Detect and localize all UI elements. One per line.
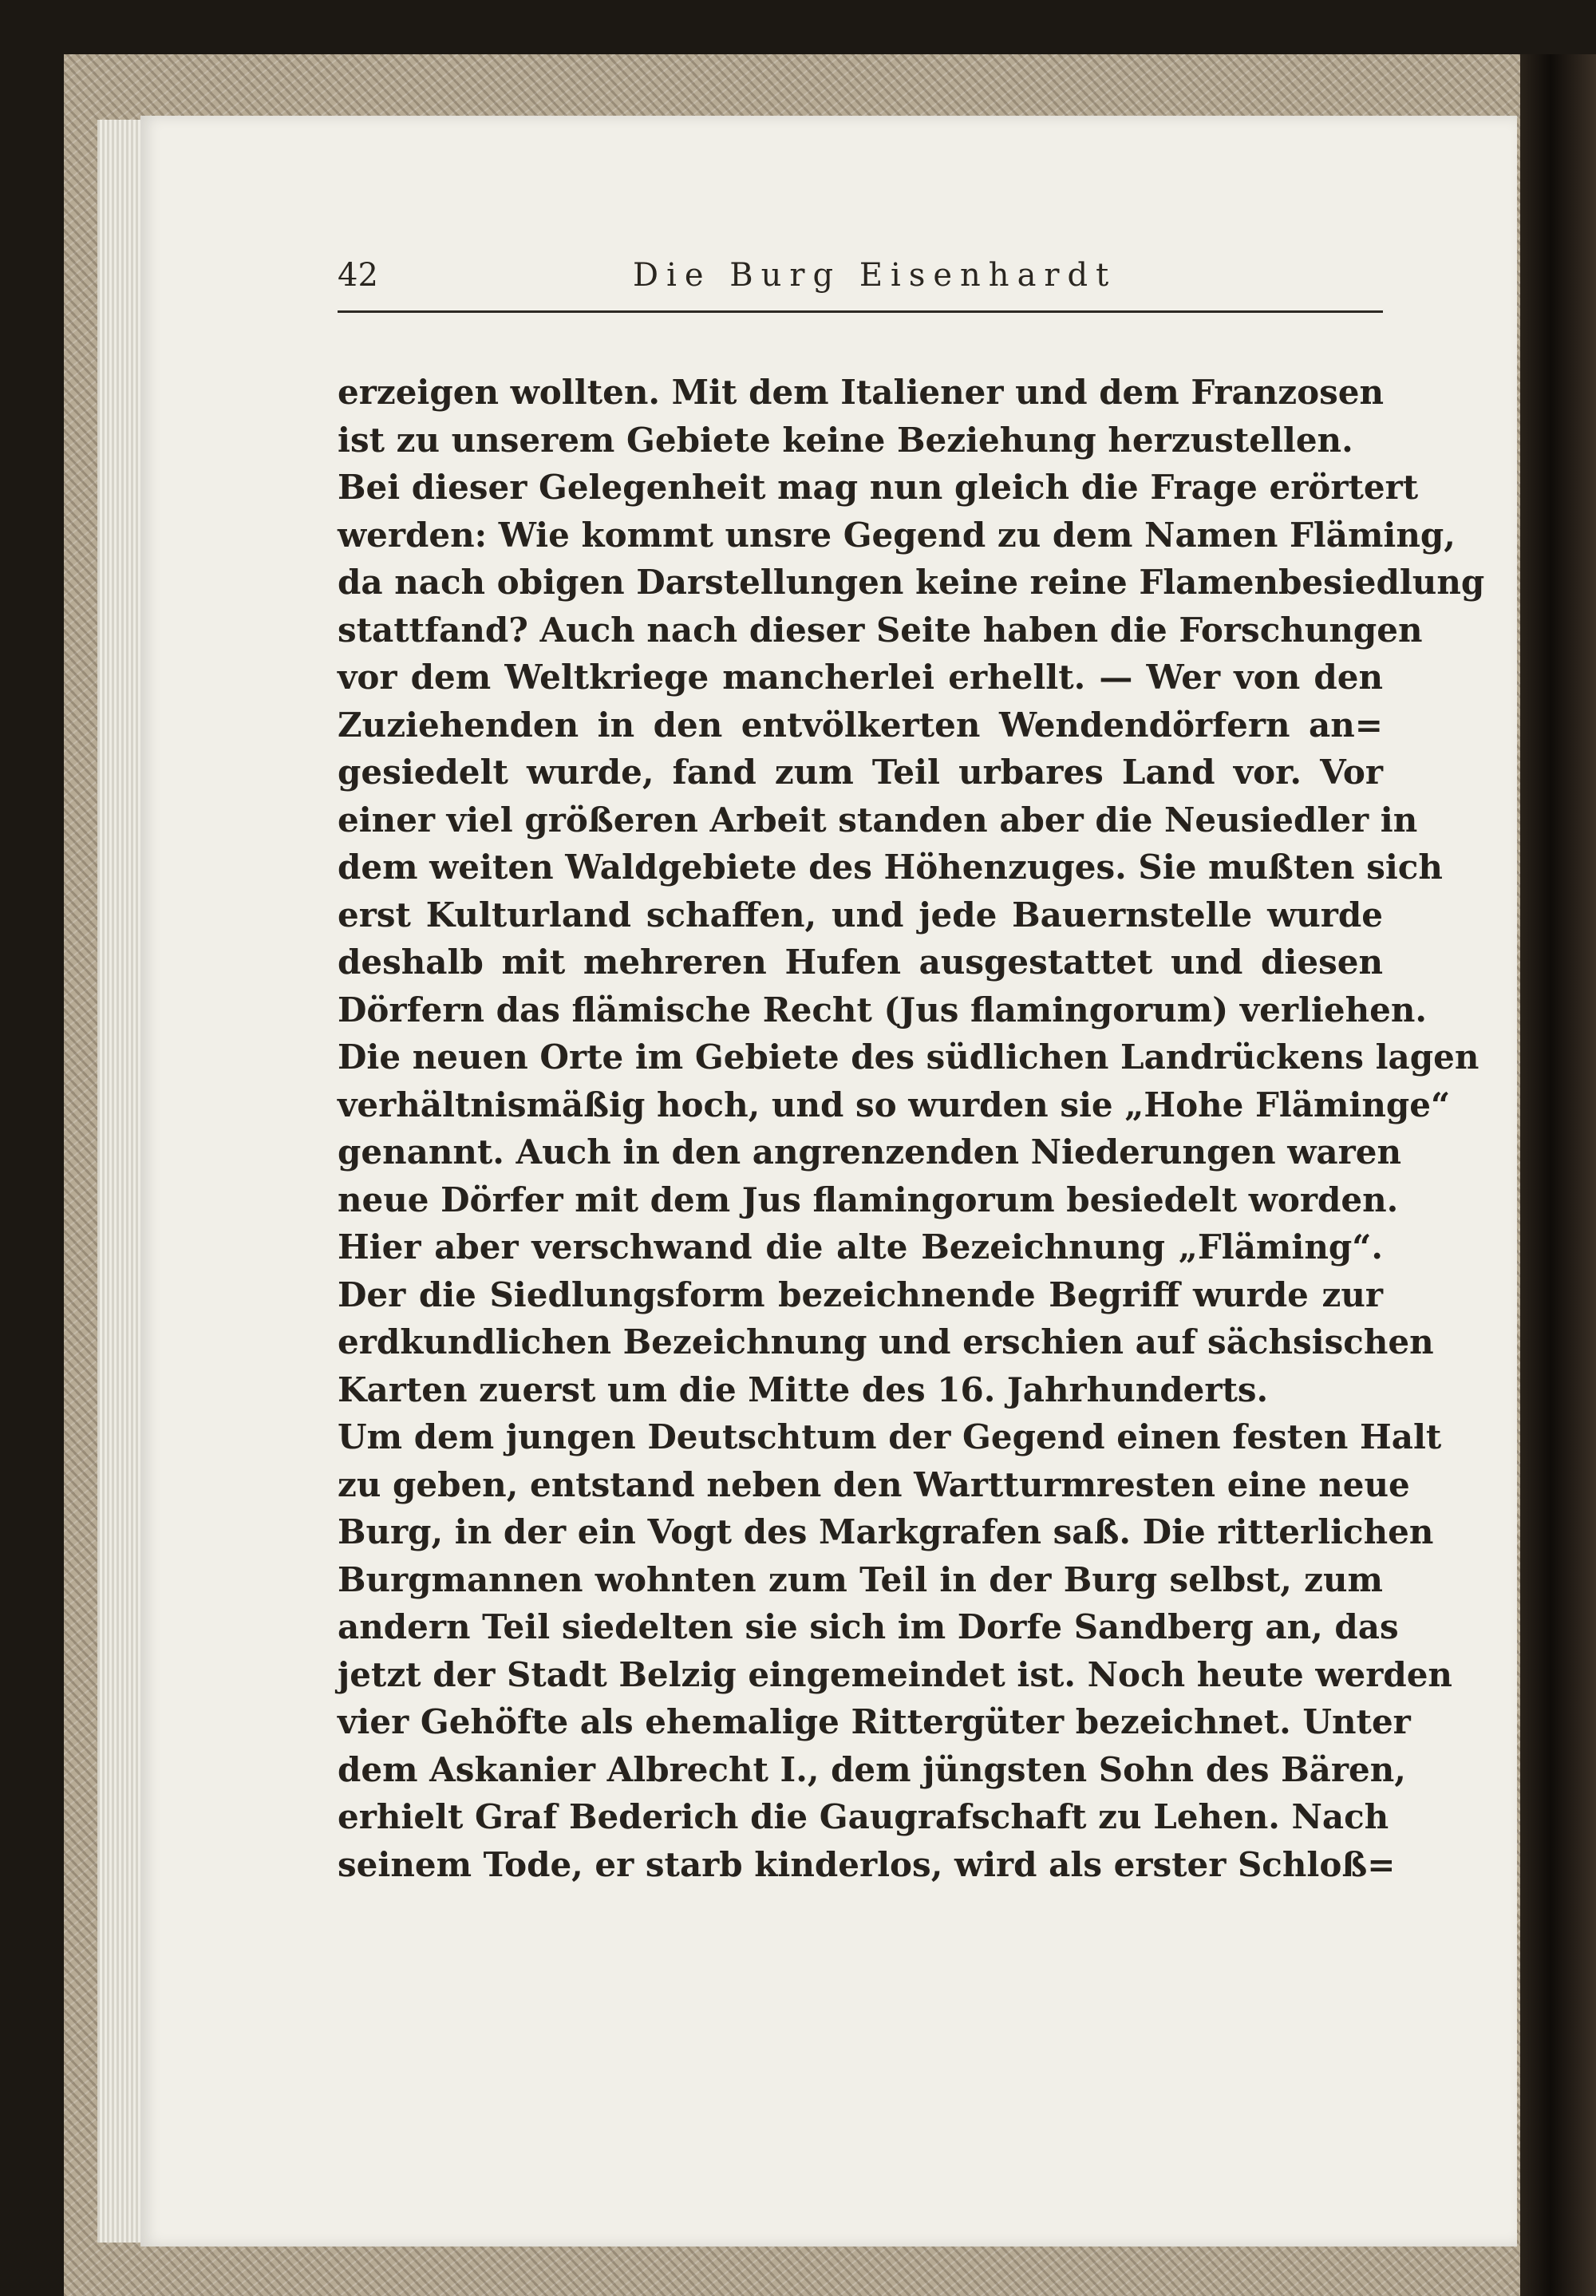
- text-line: gesiedelt wurde, fand zum Teil urbares Land vor. Vor: [338, 753, 1383, 792]
- running-title: Die Burg Eisenhardt: [633, 257, 1117, 294]
- text-line: deshalb mit mehreren Hufen ausgestattet und diesen: [338, 943, 1383, 982]
- text-line: stattfand? Auch nach dieser Seite haben die Forschungen: [338, 610, 1423, 650]
- text-line: Dörfern das flämische Recht (Jus flamingorum) verliehen.: [338, 990, 1427, 1029]
- header-rule: [338, 310, 1383, 313]
- text-line: verhältnismäßig hoch, und so wurden sie „Hohe Fläminge“: [338, 1085, 1451, 1124]
- text-line: erzeigen wollten. Mit dem Italiener und dem Franzosen: [338, 373, 1385, 412]
- text-line: da nach obigen Darstellungen keine reine Flamenbesiedlung: [338, 563, 1485, 602]
- text-line: einer viel größeren Arbeit standen aber die Neusiedler in: [338, 800, 1418, 840]
- text-line: Zuziehenden in den entvölkerten Wendendörfern an=: [338, 705, 1383, 745]
- page-number: 42: [338, 257, 378, 294]
- text-line: dem weiten Waldgebiete des Höhenzuges. Sie mußten sich: [338, 848, 1443, 887]
- page-edges: [97, 120, 145, 2243]
- text-line: zu geben, entstand neben den Wartturmresten eine neue: [338, 1464, 1410, 1504]
- text-line: Um dem jungen Deutschtum der Gegend einen festen Halt: [338, 1417, 1442, 1456]
- text-line: genannt. Auch in den angrenzenden Niederungen waren: [338, 1132, 1401, 1172]
- text-line: Burgmannen wohnten zum Teil in der Burg selbst, zum: [338, 1559, 1383, 1599]
- text-line: erdkundlichen Bezeichnung und erschien auf sächsischen: [338, 1322, 1434, 1361]
- text-line: seinem Tode, er starb kinderlos, wird als erster Schloß=: [338, 1844, 1396, 1884]
- text-line: Karten zuerst um die Mitte des 16. Jahrhunderts.: [338, 1369, 1269, 1409]
- text-line: vier Gehöfte als ehemalige Rittergüter bezeichnet. Unter: [338, 1702, 1411, 1741]
- body-text: [338, 369, 1485, 1888]
- text-line: ist zu unserem Gebiete keine Beziehung herzustellen.: [338, 420, 1353, 460]
- text-line: andern Teil siedelten sie sich im Dorfe Sandberg an, das: [338, 1607, 1399, 1646]
- text-line: dem Askanier Albrecht I., dem jüngsten Sohn des Bären,: [338, 1749, 1406, 1789]
- text-line: vor dem Weltkriege mancherlei erhellt. — Wer von den: [338, 658, 1383, 697]
- text-line: Der die Siedlungsform bezeichnende Begriff wurde zur: [338, 1274, 1383, 1314]
- running-head: [338, 257, 1383, 305]
- text-line: Hier aber verschwand die alte Bezeichnung „Fläming“.: [338, 1227, 1383, 1267]
- text-line: jetzt der Stadt Belzig eingemeindet ist. Noch heute werden: [338, 1654, 1452, 1694]
- text-line: erst Kulturland schaffen, und jede Bauernstelle wurde: [338, 895, 1383, 935]
- text-line: Die neuen Orte im Gebiete des südlichen Landrückens lagen: [338, 1037, 1479, 1077]
- text-line: neue Dörfer mit dem Jus flamingorum besiedelt worden.: [338, 1180, 1399, 1219]
- text-line: Bei dieser Gelegenheit mag nun gleich die Frage erörtert: [338, 468, 1419, 507]
- text-line: Burg, in der ein Vogt des Markgrafen saß. Die ritterlichen: [338, 1512, 1434, 1551]
- book-spine: [1520, 54, 1596, 2296]
- text-line: werden: Wie kommt unsre Gegend zu dem Namen Fläming,: [338, 515, 1456, 555]
- text-line: erhielt Graf Bederich die Gaugrafschaft zu Lehen. Nach: [338, 1797, 1389, 1836]
